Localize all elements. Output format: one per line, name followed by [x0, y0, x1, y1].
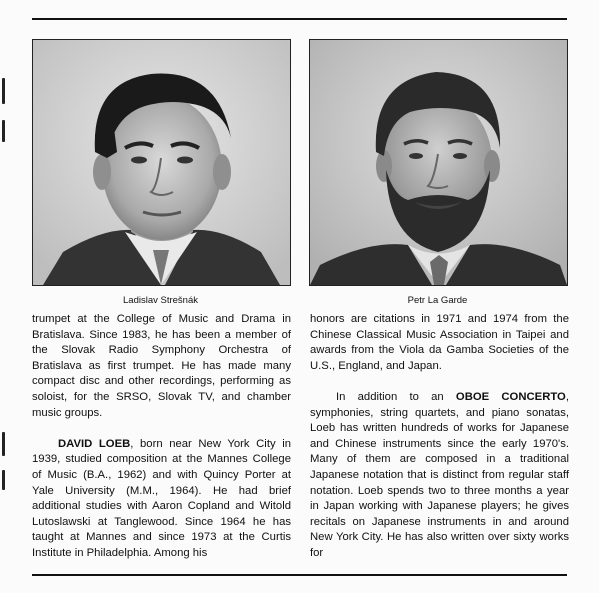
binding-edge-mark — [2, 470, 5, 490]
work-title: OBOE CONCERTO — [455, 390, 566, 403]
photo-caption-left: Ladislav Strešnák — [123, 295, 198, 306]
paragraph: honors are citations in 1971 and 1974 from the Chinese Classical Music Association in Taipei and awards from the Viola da Gamba Societies of the U.S., England, and Japan. — [310, 313, 569, 372]
paragraph-text: , born near New York City in 1939, studied composition at the Mannes College of Music (B.A., 1962) and with Quincy Porter at Yale University (M.M., 1964). He had brief additional studies with Aaron Copland and Witold Lutoslawski at Tanglewood. Since 1964 he has taught at Mannes and since 1973 at the Curtis Institute in Philadelphia. Among his — [32, 437, 291, 559]
paragraph: trumpet at the College of Music and Drama in Bratislava. Since 1983, he has been a member of the Slovak Radio Symphony Orchestra of Bratislava as first trumpet. He has made many compact disc and other recordings, performing as soloist, for the SRSO, Slovak TV, and chamber music groups. — [32, 313, 291, 419]
paragraph-david-loeb — [32, 437, 291, 562]
paragraph-text: In addition to an — [336, 390, 456, 403]
portrait-photo-la-garde — [309, 39, 568, 286]
text-column-right — [310, 312, 569, 562]
binding-edge-mark — [2, 78, 5, 104]
binding-edge-mark — [2, 432, 5, 456]
binding-edge-mark — [2, 120, 5, 142]
paragraph-works — [310, 390, 569, 562]
text-column-left — [32, 312, 291, 562]
portrait-photo-strešnák — [32, 39, 291, 286]
top-rule — [32, 18, 567, 20]
bottom-rule — [32, 574, 567, 576]
composer-name: DAVID LOEB — [58, 437, 131, 450]
paragraph-text: , symphonies, string quartets, and piano sonatas, Loeb has written hundreds of works for Japanese and Chinese instruments since the early 1970's. Many of them are composed in a traditional Japanese notation that is distinct from regular staff notation. Loeb spends two to three months a year in Japan working with Japanese players; he gives recitals on Japanese instruments in and around New York City. He has also written over sixty works for — [310, 390, 569, 559]
photo-caption-right: Petr La Garde — [407, 295, 468, 306]
